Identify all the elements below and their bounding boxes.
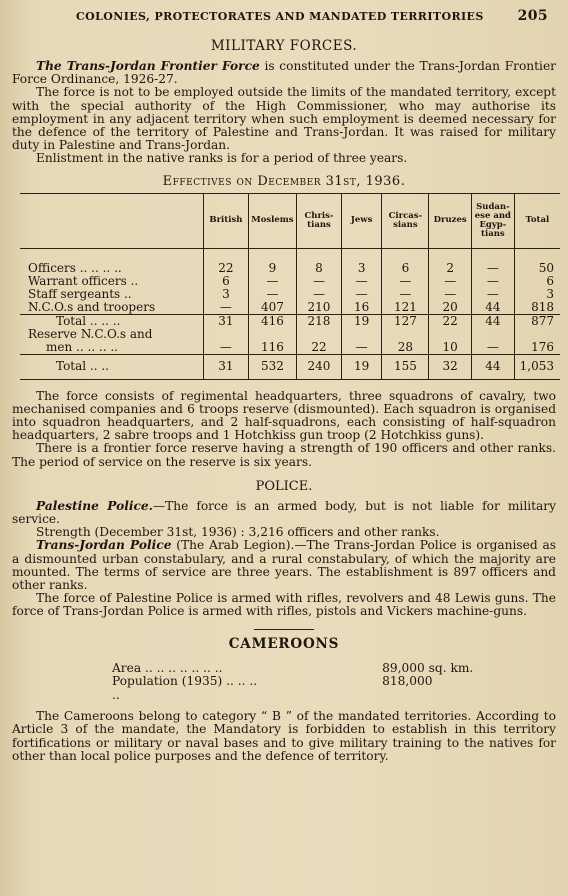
cell: — xyxy=(429,275,472,288)
cell: — xyxy=(341,341,382,355)
cell: — xyxy=(204,301,249,315)
force-paragraph-1: The force consists of regimental headquarters, three squadrons of cavalry, two mechanised companies and 6 troops reserve (dismounted). Each squadron is organised into squadron headquarters, and 2 half-squadrons, each consisting of half-squadron headquarters, 2 sabre troops and 1 Hotchkiss gun troop (2 Hotchkiss guns). xyxy=(12,388,556,443)
cell: 3 xyxy=(514,288,560,301)
cell: 1,053 xyxy=(514,354,560,379)
area-value: 89,000 sq. km. xyxy=(382,660,474,675)
effectives-table xyxy=(20,193,560,380)
military-paragraph-1-text: is constituted under the Trans-Jordan Frontier Force Ordinance, 1926-27. xyxy=(12,59,556,87)
cell: 210 xyxy=(297,301,342,315)
cell: 44 xyxy=(472,354,515,379)
force-paragraph-2: There is a frontier force reserve having a strength of 190 officers and other ranks. The period of service on the reserve is six years. xyxy=(12,441,556,469)
cell: 22 xyxy=(429,314,472,328)
cell: — xyxy=(297,275,342,288)
cell: 28 xyxy=(382,341,429,355)
running-header xyxy=(12,8,556,24)
cell: 32 xyxy=(429,354,472,379)
table-header-row xyxy=(20,193,560,248)
cell: 121 xyxy=(382,301,429,315)
area-row xyxy=(12,662,556,676)
table-row xyxy=(20,328,560,341)
cameroons-heading: CAMEROONS xyxy=(228,635,340,652)
population-row xyxy=(12,675,556,702)
header-label-cell xyxy=(20,193,204,248)
police-paragraph-2: Strength (December 31st, 1936) : 3,216 officers and other ranks. xyxy=(36,525,440,540)
police-paragraph-3-text: (The Arab Legion).—The Trans-Jordan Police is organised as a dismounted urban constabulary, and a rural constabulary, of which the majority are mounted. The terms of service are three years. The establishment is 897 officers and other ranks. xyxy=(12,538,556,593)
row-label: Warrant officers .. xyxy=(28,273,139,288)
table-caption-text: Effectives on December 31st, 1936. xyxy=(162,173,406,189)
cell: 31 xyxy=(204,354,249,379)
cell: — xyxy=(472,288,515,301)
cell: 407 xyxy=(248,301,296,315)
cell: 6 xyxy=(514,275,560,288)
cell: — xyxy=(341,275,382,288)
area-label: Area .. .. .. .. .. .. .. xyxy=(112,660,223,675)
row-label: Total .. .. xyxy=(20,354,204,379)
cell: 416 xyxy=(248,314,296,328)
col-header: Jews xyxy=(341,193,382,248)
frontier-force-title: The Trans-Jordan Frontier Force xyxy=(36,59,260,73)
cell: 2 xyxy=(429,262,472,275)
col-header: British xyxy=(204,193,249,248)
col-header: Moslems xyxy=(248,193,296,248)
cell: 3 xyxy=(204,288,249,301)
cell: 19 xyxy=(341,354,382,379)
military-paragraph-3: Enlistment in the native ranks is for a period of three years. xyxy=(36,151,408,166)
palestine-police-title: Palestine Police. xyxy=(36,498,153,513)
cell: 3 xyxy=(341,262,382,275)
cell: 818 xyxy=(514,301,560,315)
military-paragraph-1 xyxy=(12,60,556,86)
col-header: Sudan-ese and Egyp-tians xyxy=(472,193,515,248)
col-header: Chris-tians xyxy=(297,193,342,248)
cell: 44 xyxy=(472,314,515,328)
page-number: 205 xyxy=(517,8,548,24)
section-divider xyxy=(254,629,314,630)
cell: 44 xyxy=(472,301,515,315)
row-label: Reserve N.C.O.s and xyxy=(28,326,153,341)
cell: 19 xyxy=(341,314,382,328)
cell: — xyxy=(472,341,515,355)
cell: 31 xyxy=(204,314,249,328)
cell: — xyxy=(429,288,472,301)
cell: 127 xyxy=(382,314,429,328)
table-row-grand-total xyxy=(20,354,560,379)
cell: 9 xyxy=(248,262,296,275)
cameroons-paragraph-1: The Cameroons belong to category “ B ” of the mandated territories. According to Article 3 of the mandate, the Mandatory is forbidden to establish in this territory fortifications or military or naval bases and to give military training to the natives for other than local police purposes and the defence of territory. xyxy=(12,709,556,763)
row-label: Total .. .. .. xyxy=(20,314,204,328)
table-row xyxy=(20,301,560,315)
cell: 50 xyxy=(514,262,560,275)
cell: 155 xyxy=(382,354,429,379)
running-title: COLONIES, PROTECTORATES AND MANDATED TERRITORIES xyxy=(76,10,484,23)
cell: 10 xyxy=(429,341,472,355)
col-header: Circas-sians xyxy=(382,193,429,248)
table-row xyxy=(20,275,560,288)
table-caption xyxy=(12,174,556,189)
police-paragraph-3 xyxy=(12,539,556,592)
cell: — xyxy=(382,288,429,301)
population-label: Population (1935) .. .. .. .. xyxy=(112,674,258,702)
cell: 22 xyxy=(297,341,342,355)
cell: — xyxy=(248,275,296,288)
cell: 8 xyxy=(297,262,342,275)
cell: — xyxy=(472,275,515,288)
cell: 218 xyxy=(297,314,342,328)
trans-jordan-police-title: Trans-Jordan Police xyxy=(36,538,172,553)
table-row-total xyxy=(20,314,560,328)
cell: 176 xyxy=(514,341,560,355)
police-paragraph-1-text: —The force is an armed body, but is not liable for military service. xyxy=(12,498,556,527)
table-row xyxy=(20,288,560,301)
cell: — xyxy=(297,288,342,301)
cell: 240 xyxy=(297,354,342,379)
col-header: Total xyxy=(514,193,560,248)
cell: 6 xyxy=(382,262,429,275)
cell: — xyxy=(472,262,515,275)
cell: 22 xyxy=(204,262,249,275)
table-row xyxy=(20,341,560,355)
police-heading: POLICE. xyxy=(255,478,313,494)
row-label: men .. .. .. .. xyxy=(46,339,118,354)
cell: — xyxy=(382,275,429,288)
cell: 877 xyxy=(514,314,560,328)
military-heading: MILITARY FORCES. xyxy=(210,38,358,54)
row-label: N.C.O.s and troopers xyxy=(28,299,156,314)
col-header: Druzes xyxy=(429,193,472,248)
population-value: 818,000 xyxy=(382,674,433,689)
police-paragraph-1 xyxy=(12,500,556,526)
table-row xyxy=(20,262,560,275)
cell: 20 xyxy=(429,301,472,315)
cell: 16 xyxy=(341,301,382,315)
police-paragraph-4: The force of Palestine Police is armed with rifles, revolvers and 48 Lewis guns. The force of Trans-Jordan Police is armed with rifles, pistols and Vickers machine-guns. xyxy=(12,591,556,619)
cell: — xyxy=(248,288,296,301)
cell: 116 xyxy=(248,341,296,355)
cell: — xyxy=(204,341,249,355)
cell: 6 xyxy=(204,275,249,288)
cell: 532 xyxy=(248,354,296,379)
row-label: Staff sergeants .. xyxy=(28,286,132,301)
cell: — xyxy=(341,288,382,301)
row-label: Officers .. .. .. .. xyxy=(28,260,122,275)
military-paragraph-2: The force is not to be employed outside the limits of the mandated territory, except with the special authority of the High Commissioner, who may authorise its employment in any adjacent territory when such employment is deemed necessary for the defence of the territory of Palestine and Trans-Jordan. It was raised for military duty in Palestine and Trans-Jordan. xyxy=(12,85,556,153)
